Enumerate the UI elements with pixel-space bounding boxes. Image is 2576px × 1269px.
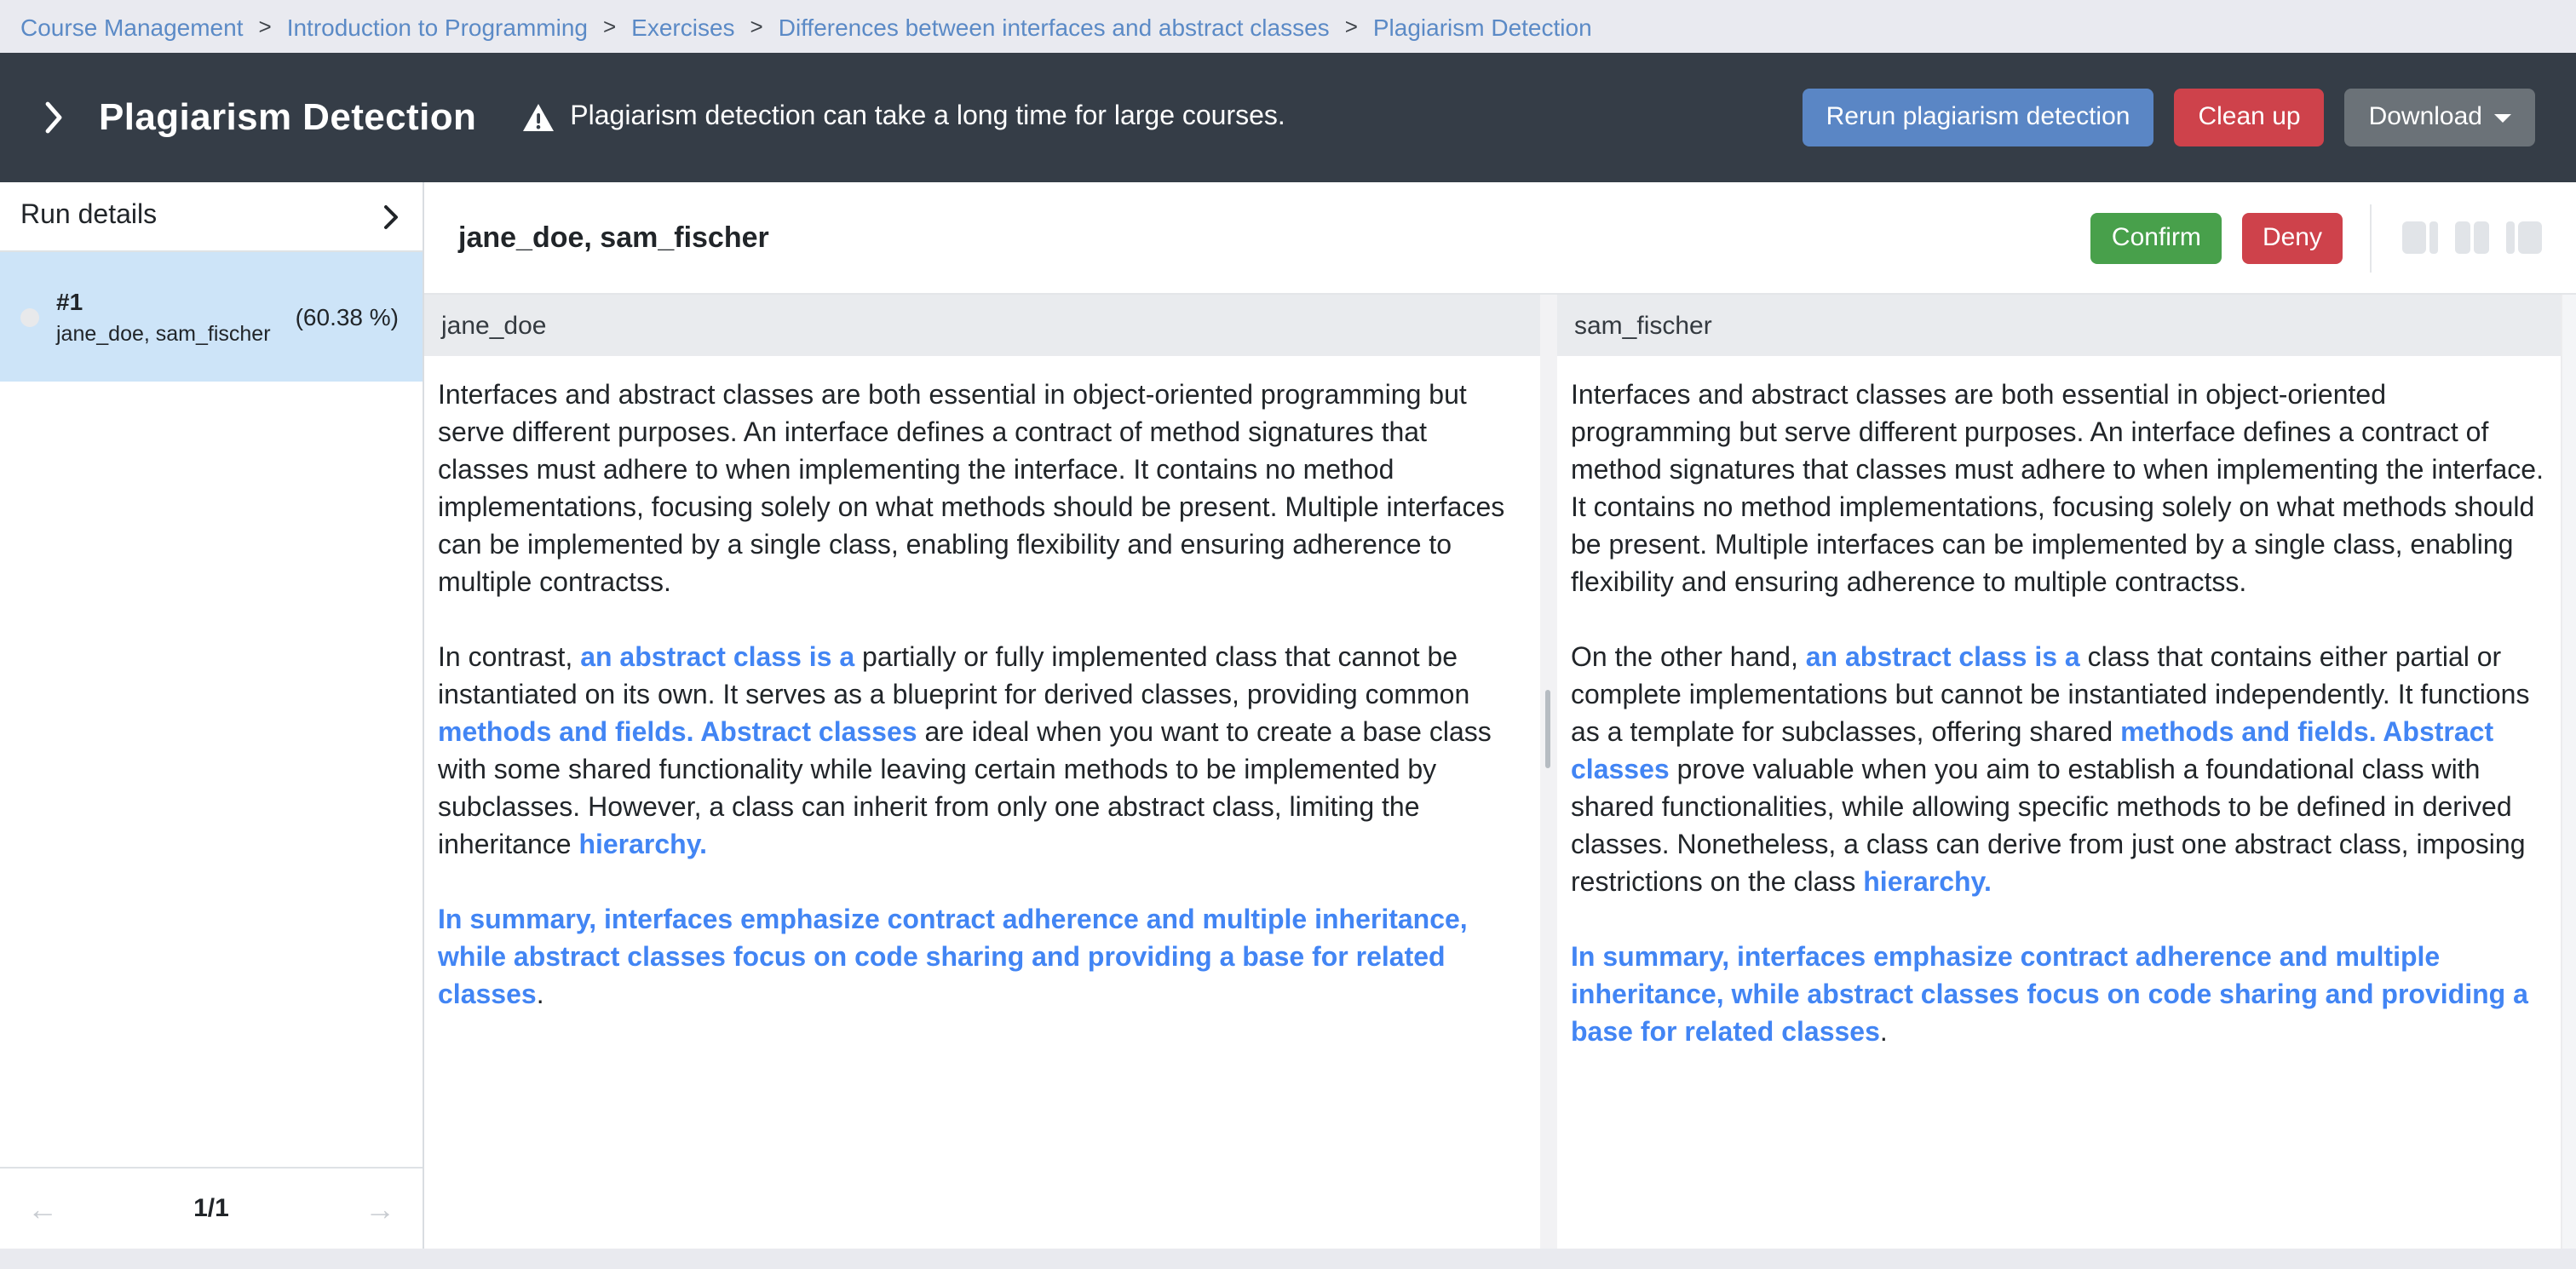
- warning-icon: [520, 102, 555, 133]
- breadcrumb: [0, 0, 2576, 53]
- scrollbar[interactable]: [2561, 295, 2576, 1249]
- comparison-title: jane_doe, sam_fischer: [458, 221, 769, 253]
- comparisons-sidebar: [0, 182, 424, 1249]
- deny-button[interactable]: Deny: [2242, 212, 2343, 263]
- match-segment[interactable]: an abstract class is a: [580, 644, 855, 673]
- rerun-plagiarism-detection-button[interactable]: Rerun plagiarism detection: [1803, 89, 2154, 146]
- confirm-button[interactable]: Confirm: [2091, 212, 2222, 263]
- match-segment[interactable]: hierarchy.: [1863, 869, 1992, 898]
- comparison-header: [424, 182, 2576, 293]
- sidebar-empty-area: [0, 382, 423, 1167]
- breadcrumb-plagiarism-detection[interactable]: Plagiarism Detection: [1372, 13, 1592, 40]
- submission-paragraph: [1571, 940, 2544, 1053]
- chevron-right-icon: [383, 204, 399, 229]
- breadcrumb-separator: >: [1344, 14, 1358, 39]
- match-segment[interactable]: methods and fields. Abstract classes: [1571, 719, 2494, 785]
- split-view-even-icon[interactable]: [2455, 221, 2489, 254]
- divider: [2370, 204, 2372, 272]
- text-segment: are ideal when you want to create a base class with some shared functionality while leaving certain methods to be implemented by subclasses. However, a class can inherit from only one abstract class, limiting the inheritance: [438, 719, 1492, 860]
- breadcrumb-separator: >: [258, 14, 272, 39]
- split-view-right-icon[interactable]: [2506, 221, 2542, 254]
- status-dot-icon: [20, 307, 39, 326]
- breadcrumb-course[interactable]: Introduction to Programming: [286, 13, 588, 40]
- text-segment: partially or fully implemented class that cannot be instantiated on its own. It serves as a blueprint for derived classes, providing common: [438, 644, 1470, 710]
- match-segment[interactable]: hierarchy.: [578, 831, 708, 860]
- text-segment: .: [536, 981, 544, 1010]
- breadcrumb-exercise[interactable]: Differences between interfaces and abstract classes: [778, 13, 1330, 40]
- breadcrumb-course-management[interactable]: Course Management: [20, 13, 244, 40]
- breadcrumb-separator: >: [602, 14, 617, 39]
- run-details-toggle[interactable]: [0, 182, 423, 252]
- pane-resize-gutter[interactable]: [1540, 295, 1557, 1249]
- submission-paragraph: [1571, 378, 2544, 603]
- match-segment[interactable]: In summary, interfaces emphasize contract adherence and multiple inheritance, while abstract classes focus on code sharing and providing a base for related classes: [1571, 944, 2528, 1048]
- submission-panel-left: [424, 295, 1540, 1249]
- chevron-right-icon[interactable]: [34, 95, 72, 140]
- text-segment: class that contains either partial or complete implementations but cannot be instantiated independently. It functions as a template for subclasses, offering shared: [1571, 644, 2530, 748]
- text-segment: On the other hand,: [1571, 644, 1806, 673]
- previous-page-arrow-icon[interactable]: ←: [27, 1191, 58, 1226]
- page-header: [0, 53, 2576, 182]
- match-segment[interactable]: In summary, interfaces emphasize contract adherence and multiple inheritance, while abstract classes focus on code sharing and providing a base for related classes: [438, 906, 1468, 1010]
- comparison-list-item[interactable]: [0, 252, 423, 382]
- breadcrumb-separator: >: [750, 14, 763, 39]
- split-view-left-icon[interactable]: [2402, 221, 2438, 254]
- submission-panel-header: [424, 295, 1540, 356]
- text-segment: Interfaces and abstract classes are both essential in object-oriented programming but serve different purposes. An interface defines a contract of method signatures that classes must adhere to when implementing the interface. It contains no method implementations, focusing solely on what methods should be present. Multiple interfaces can be implemented by a single class, enabling flexibility and ensuring adherence to multiple contractss.: [1571, 382, 2544, 598]
- comparison-id: #1: [56, 288, 83, 315]
- student-login: sam_fischer: [1574, 311, 1712, 340]
- comparison-main: [424, 182, 2576, 1249]
- text-segment: Interfaces and abstract classes are both essential in object-oriented programming but serve different purposes. An interface defines a contract of method signatures that classes must adhere to when implementing the interface. It contains no method implementations, focusing solely on what methods should be present. Multiple interfaces can be implemented by a single class, enabling flexibility and ensuring adherence to multiple contractss.: [438, 382, 1505, 598]
- match-segment[interactable]: an abstract class is a: [1805, 644, 2080, 673]
- resize-handle[interactable]: [1545, 690, 1550, 768]
- page-count: 1/1: [193, 1194, 229, 1223]
- submission-paragraph: [438, 903, 1523, 1015]
- submission-paragraph: [1571, 640, 2544, 903]
- submission-panel-right: [1557, 295, 2561, 1249]
- submission-text: [424, 356, 1540, 1249]
- similarity-percentage: (60.38 %): [295, 303, 399, 330]
- sidebar-pagination: [0, 1167, 423, 1249]
- download-dropdown-button[interactable]: Download: [2345, 89, 2535, 146]
- text-segment: .: [1879, 1019, 1888, 1048]
- caret-down-icon: [2494, 114, 2511, 123]
- split-panes: [424, 293, 2576, 1249]
- student-login: jane_doe: [441, 311, 547, 340]
- warning-text: Plagiarism detection can take a long time for large courses.: [570, 102, 1285, 131]
- warning-message: [520, 102, 1802, 133]
- submission-text: [1557, 356, 2561, 1249]
- bottom-strip: [0, 1249, 2576, 1269]
- comparison-pair: jane_doe, sam_fischer: [56, 322, 271, 346]
- run-details-label: Run details: [20, 201, 158, 230]
- page-title: Plagiarism Detection: [99, 95, 477, 138]
- submission-paragraph: [438, 640, 1523, 865]
- submission-paragraph: [438, 378, 1523, 603]
- text-segment: In contrast,: [438, 644, 581, 673]
- text-segment: prove valuable when you aim to establish a foundational class with shared functionalities, while allowing specific methods to be defined in derived classes. Nonetheless, a class can derive from just one abstract class, imposing restrictions on the class: [1571, 756, 2526, 898]
- next-page-arrow-icon[interactable]: →: [364, 1191, 395, 1226]
- submission-panel-header: [1557, 295, 2561, 356]
- breadcrumb-exercises[interactable]: Exercises: [631, 13, 735, 40]
- clean-up-button[interactable]: Clean up: [2174, 89, 2324, 146]
- match-segment[interactable]: methods and fields. Abstract classes: [438, 719, 917, 748]
